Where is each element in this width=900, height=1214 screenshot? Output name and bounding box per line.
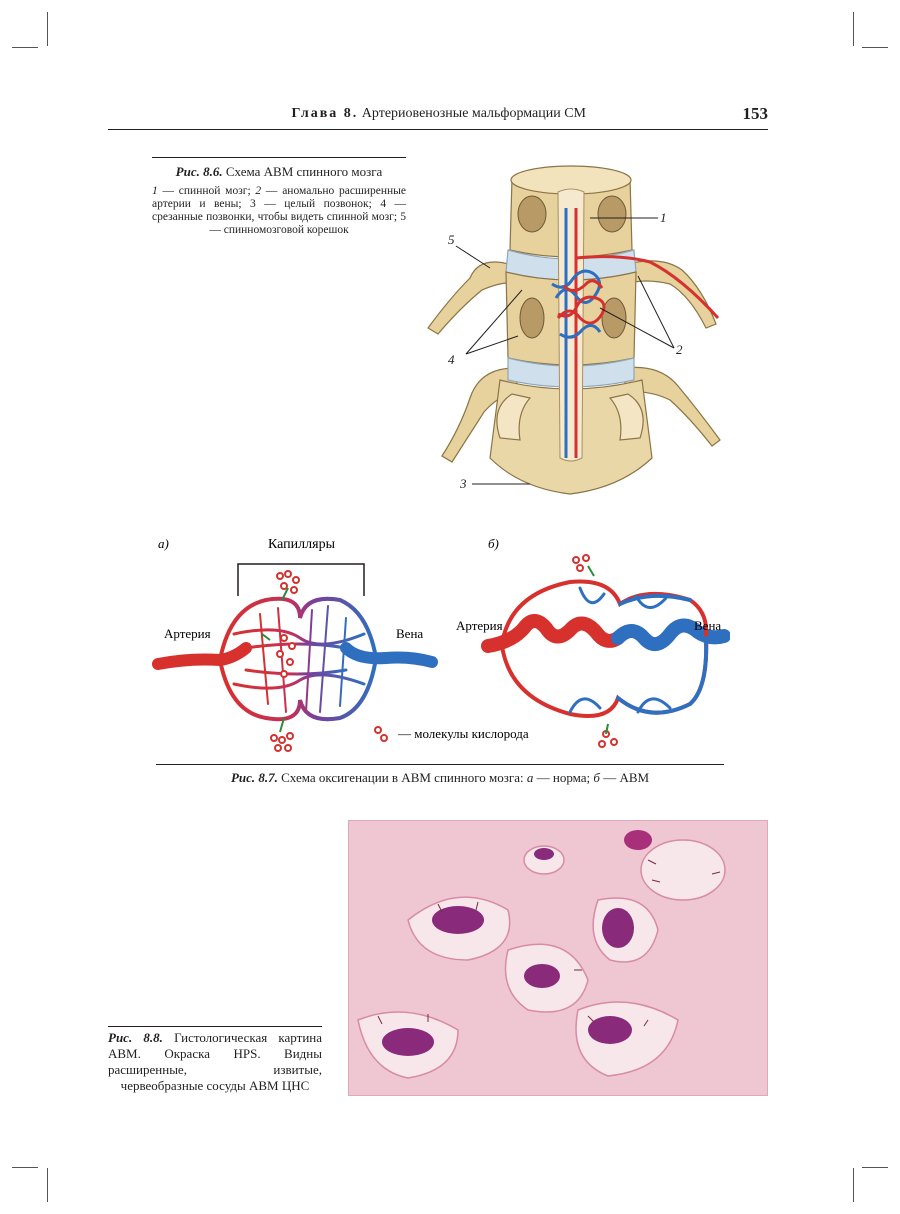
- bone-section: [598, 196, 626, 232]
- chapter-title: Артериовенозные мальформации СМ: [361, 106, 586, 121]
- bone-section: [520, 298, 544, 338]
- crop-mark: [12, 1167, 38, 1168]
- crop-mark: [862, 47, 888, 48]
- capillaries-bracket: [238, 564, 364, 596]
- figure-8-7-caption: [150, 770, 730, 786]
- vein-label: Вена: [694, 618, 722, 633]
- caption-text: Схема оксигенации в АВМ спинного мозга:: [281, 770, 524, 785]
- caption-text: — АВМ: [603, 770, 650, 785]
- crop-mark: [853, 1168, 854, 1202]
- legend-num: 2: [255, 185, 262, 197]
- artery-label: Артерия: [164, 626, 211, 641]
- callout-label: 1: [660, 210, 667, 225]
- figure-8-6-caption: [152, 164, 406, 237]
- caption-text: — норма;: [536, 770, 591, 785]
- oxygen-legend: — молекулы кислорода: [398, 726, 529, 741]
- avm-vasculature: [488, 581, 724, 716]
- caption-title: Схема АВМ спинного мозга: [225, 164, 383, 179]
- callout-label: 2: [676, 342, 683, 357]
- crop-mark: [862, 1167, 888, 1168]
- crop-mark: [47, 12, 48, 46]
- header-rule: [108, 129, 768, 130]
- callout-label: 5: [448, 232, 455, 247]
- spinal-cord: [558, 189, 584, 461]
- caption-rule: [108, 1026, 322, 1027]
- crop-mark: [47, 1168, 48, 1202]
- oxygenation-diagram: [150, 528, 730, 758]
- panel-b-label: б): [488, 536, 499, 551]
- artery-label: Артерия: [456, 618, 503, 633]
- legend-num: 5: [400, 211, 407, 223]
- caption-label: Рис. 8.8.: [108, 1030, 163, 1045]
- chapter-label: Глава 8.: [291, 106, 359, 121]
- bone-section: [602, 298, 626, 338]
- crop-mark: [12, 47, 38, 48]
- histology-image: [348, 820, 768, 1096]
- crop-mark: [853, 12, 854, 46]
- legend-text: целый позвонок;: [284, 198, 372, 210]
- legend-num: 1: [152, 185, 158, 197]
- leader-line: [638, 276, 674, 348]
- caption-label: Рис. 8.7.: [230, 770, 278, 785]
- caption-letter: а: [526, 770, 534, 785]
- legend-num: 4: [380, 198, 387, 210]
- legend-text: срезанные позвонки, чтобы видеть спинной мозг;: [152, 211, 398, 223]
- legend-text: спинной мозг;: [178, 185, 251, 197]
- leader-line: [456, 246, 490, 268]
- caption-rule: [156, 764, 724, 765]
- figure-8-8-caption: [108, 1030, 322, 1094]
- capillaries-label: Капилляры: [268, 537, 335, 552]
- legend-text: аномально расширенные артерии и вены;: [152, 185, 407, 210]
- legend-text: спинномозговой корешок: [223, 224, 349, 236]
- running-head: [108, 106, 586, 122]
- panel-a-label: а): [158, 536, 169, 551]
- caption-letter: б: [593, 770, 600, 785]
- normal-vasculature: [158, 599, 432, 719]
- figure-legend: 1 — спинной мозг; 2 — аномально расширенные артерии и вены; 3 — целый позвонок; 4 — срезанные позвонки, чтобы видеть спинной мозг; 5 — спинномозговой корешок: [152, 185, 407, 236]
- nerve-root: [428, 262, 518, 334]
- caption-text: Гистологическая картина АВМ. Окраска HPS. Видны расширенные, извитые, червеобразные сосуды АВМ ЦНС: [108, 1030, 323, 1093]
- caption-label: Рис. 8.6.: [175, 164, 223, 179]
- callout-label: 4: [448, 352, 455, 367]
- bone-section: [518, 196, 546, 232]
- page-number: 153: [742, 104, 768, 123]
- spinal-avm-illustration: [420, 158, 730, 518]
- callout-label: 3: [460, 476, 467, 491]
- caption-rule: [152, 157, 406, 158]
- legend-num: 3: [250, 198, 256, 210]
- vein-label: Вена: [396, 626, 424, 641]
